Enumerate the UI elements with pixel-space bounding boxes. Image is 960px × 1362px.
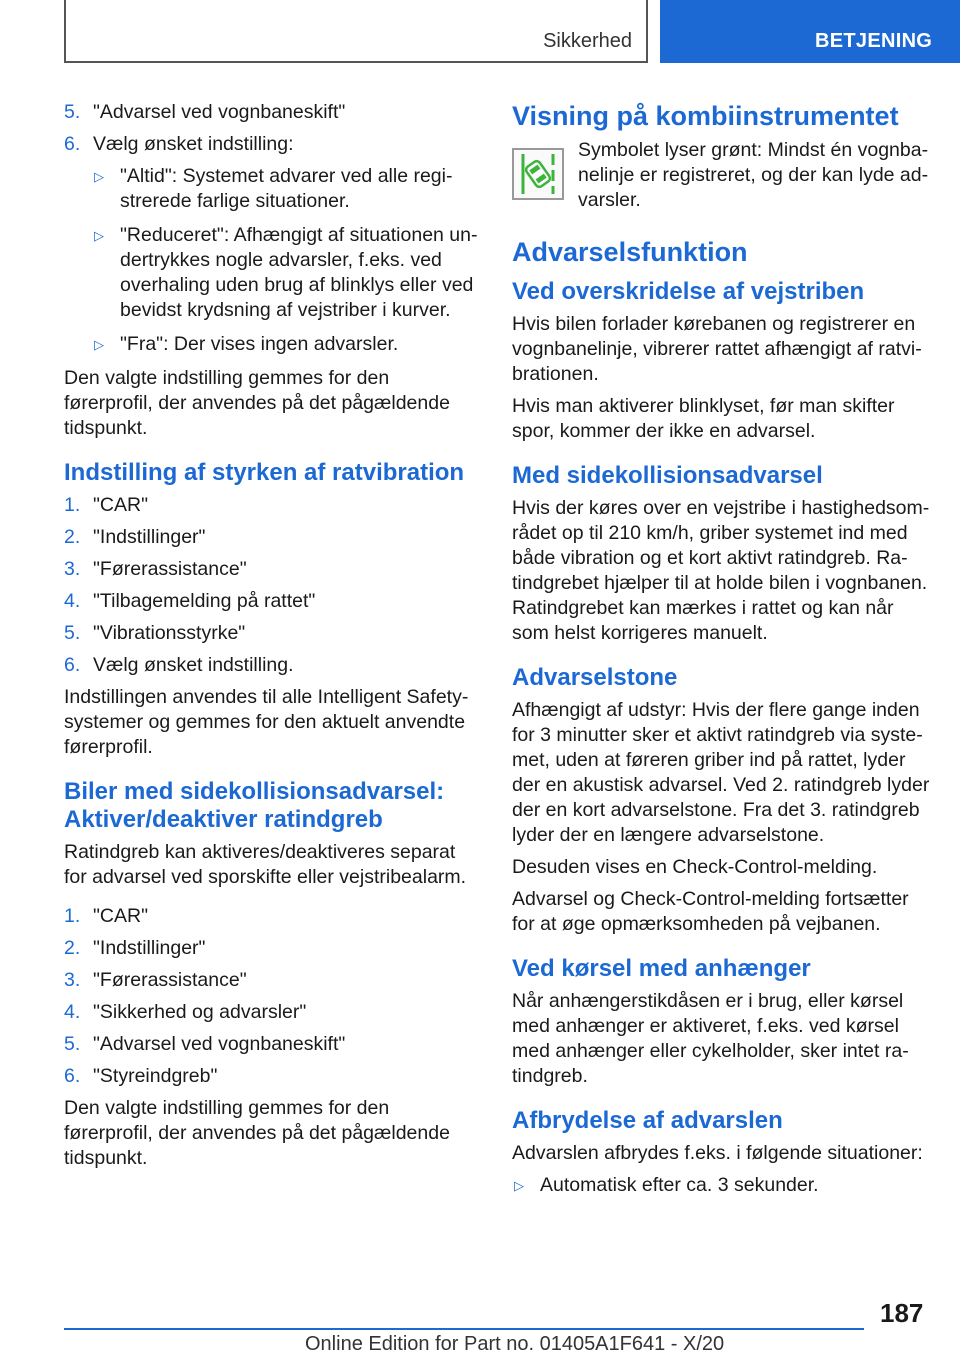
list-item <box>64 332 482 357</box>
section-heading: Indstilling af styrken af ratvibration <box>64 459 465 486</box>
steps-list-3 <box>64 904 482 1089</box>
step-text: "Styreindgreb" <box>93 1065 218 1087</box>
step-number: 2. <box>64 937 81 959</box>
steps-list-2 <box>64 493 482 678</box>
list-item <box>64 223 482 323</box>
list-item <box>64 525 482 550</box>
subsection-heading: Afbrydelse af advarslen <box>512 1107 783 1134</box>
steps-list-1 <box>64 100 482 157</box>
paragraph: Den valgte indstilling gemmes for den førerprofil, der anvendes på det pågældende tidspunkt. <box>64 367 450 439</box>
step-text: "CAR" <box>93 905 149 927</box>
list-item <box>64 132 482 157</box>
list-item <box>64 936 482 961</box>
step-number: 3. <box>64 558 81 580</box>
step-text: "Førerassistance" <box>93 969 247 991</box>
paragraph: Advarslen afbrydes f.eks. i følgende situationer: <box>512 1142 923 1164</box>
paragraph: Afhængigt af udstyr: Hvis der flere gange inden for 3 minutter sker et aktivt ratindgreb via systemet, uden at føreren griber ind på rattet, lyder der en akustisk advarsel. Ved 2. ratindgreb lyder der en kort advarselstone. Fra det 3. ratindgreb lyder der en længere advarselstone. <box>512 699 930 846</box>
step-text: "Sikkerhed og advarsler" <box>93 1001 307 1023</box>
options-bullet-list <box>64 164 482 357</box>
list-item <box>64 968 482 993</box>
bullet-triangle-icon: ▷ <box>94 337 104 352</box>
step-text: "Tilbagemelding på rattet" <box>93 590 316 612</box>
list-item <box>512 1173 932 1198</box>
paragraph: Den valgte indstilling gemmes for den førerprofil, der anvendes på det pågældende tidspunkt. <box>64 1097 450 1169</box>
step-number: 3. <box>64 969 81 991</box>
bullet-text: Automatisk efter ca. 3 sekunder. <box>540 1174 819 1196</box>
situations-bullet-list <box>512 1173 932 1198</box>
step-text: "Advarsel ved vognbaneskift" <box>93 1033 346 1055</box>
paragraph: Desuden vises en Check-Control-melding. <box>512 856 878 878</box>
step-number: 4. <box>64 1001 81 1023</box>
list-item <box>64 653 482 678</box>
symbol-description: Symbolet lyser grønt: Mindst én vognbanelinje er registreret, og der kan lyde advarsler. <box>578 139 929 211</box>
paragraph: Advarsel og Check-Control-melding fortsætter for at øge opmærksomheden på vejbanen. <box>512 888 909 935</box>
step-text: "Indstillinger" <box>93 937 206 959</box>
chapter-tab <box>660 0 960 63</box>
step-text: "Indstillinger" <box>93 526 206 548</box>
bullet-triangle-icon: ▷ <box>94 169 104 184</box>
step-text: Vælg ønsket indstilling. <box>93 654 294 676</box>
step-text: "Førerassistance" <box>93 558 247 580</box>
step-number: 5. <box>64 622 81 644</box>
lane-departure-warning-icon <box>512 148 564 200</box>
step-text: "Vibrationsstyrke" <box>93 622 246 644</box>
step-number: 1. <box>64 494 81 516</box>
right-column <box>512 100 932 1207</box>
footer-divider <box>64 1328 864 1330</box>
chapter-title: BETJENING <box>815 30 933 52</box>
section-heading: Biler med sidekollisionsadvarsel: Aktiver/deaktiver ratindgreb <box>64 778 445 833</box>
subsection-heading: Ved kørsel med anhænger <box>512 955 811 982</box>
list-item <box>64 621 482 646</box>
subsection-heading: Advarselstone <box>512 664 678 691</box>
list-item <box>64 1032 482 1057</box>
step-number: 1. <box>64 905 81 927</box>
step-number: 2. <box>64 526 81 548</box>
subsection-heading: Ved overskridelse af vejstriben <box>512 278 865 305</box>
footer-edition: Online Edition for Part no. 01405A1F641 - X/20 <box>305 1333 725 1355</box>
paragraph: Hvis der køres over en vejstribe i hastighedsområdet op til 210 km/h, griber systemet ind med både vibration og et kort aktivt ratindgreb. Ratindgrebet hjælper til at holde bilen i vognbanen. Ratindgrebet kan mærkes i rattet og kan når som helst korrigeres manuelt. <box>512 497 930 644</box>
step-number: 4. <box>64 590 81 612</box>
step-text: Vælg ønsket indstilling: <box>93 133 294 155</box>
step-text: "CAR" <box>93 494 149 516</box>
header-section-box <box>64 0 648 63</box>
symbol-row <box>512 138 932 218</box>
paragraph: Ratindgreb kan aktiveres/deaktiveres separat for advarsel ved sporskifte eller vejstribealarm. <box>64 841 467 888</box>
paragraph: Hvis bilen forlader kørebanen og registrerer en vognbanelinje, vibrerer rattet afhængigt af ratvibrationen. <box>512 313 922 385</box>
subsection-heading: Med sidekollisionsadvarsel <box>512 462 823 489</box>
step-text: "Advarsel ved vognbaneskift" <box>93 101 346 123</box>
list-item <box>64 557 482 582</box>
list-item <box>64 1000 482 1025</box>
step-number: 6. <box>64 1065 81 1087</box>
list-item <box>64 1064 482 1089</box>
left-column <box>64 100 482 1178</box>
list-item <box>64 493 482 518</box>
list-item <box>64 589 482 614</box>
bullet-triangle-icon: ▷ <box>94 228 104 243</box>
section-heading: Visning på kombiinstrumentet <box>512 101 899 131</box>
bullet-triangle-icon: ▷ <box>514 1178 524 1193</box>
page-number: 187 <box>880 1298 924 1328</box>
list-item <box>64 164 482 214</box>
step-number: 6. <box>64 133 81 155</box>
step-number: 5. <box>64 101 81 123</box>
bullet-text: "Altid": Systemet advarer ved alle registrerede farlige situationer. <box>120 165 453 212</box>
bullet-text: "Reduceret": Afhængigt af situationen undertrykkes nogle advarsler, f.eks. ved overhaling uden brug af blinklys eller ved bevidst krydsning af vejstriber i kurver. <box>120 224 478 321</box>
paragraph: Hvis man aktiverer blinklyset, før man skifter spor, kommer der ikke en advarsel. <box>512 395 895 442</box>
paragraph: Når anhængerstikdåsen er i brug, eller kørsel med anhænger er aktiveret, f.eks. ved kørsel med anhænger eller cykelholder, sker intet ratindgreb. <box>512 990 909 1087</box>
list-item <box>64 904 482 929</box>
paragraph: Indstillingen anvendes til alle Intelligent Safety-systemer og gemmes for den aktuelt anvendte førerprofil. <box>64 686 469 758</box>
bullet-text: "Fra": Der vises ingen advarsler. <box>120 333 399 355</box>
section-heading: Advarselsfunktion <box>512 237 748 267</box>
section-title: Sikkerhed <box>543 30 632 52</box>
step-number: 5. <box>64 1033 81 1055</box>
step-number: 6. <box>64 654 81 676</box>
list-item <box>64 100 482 125</box>
